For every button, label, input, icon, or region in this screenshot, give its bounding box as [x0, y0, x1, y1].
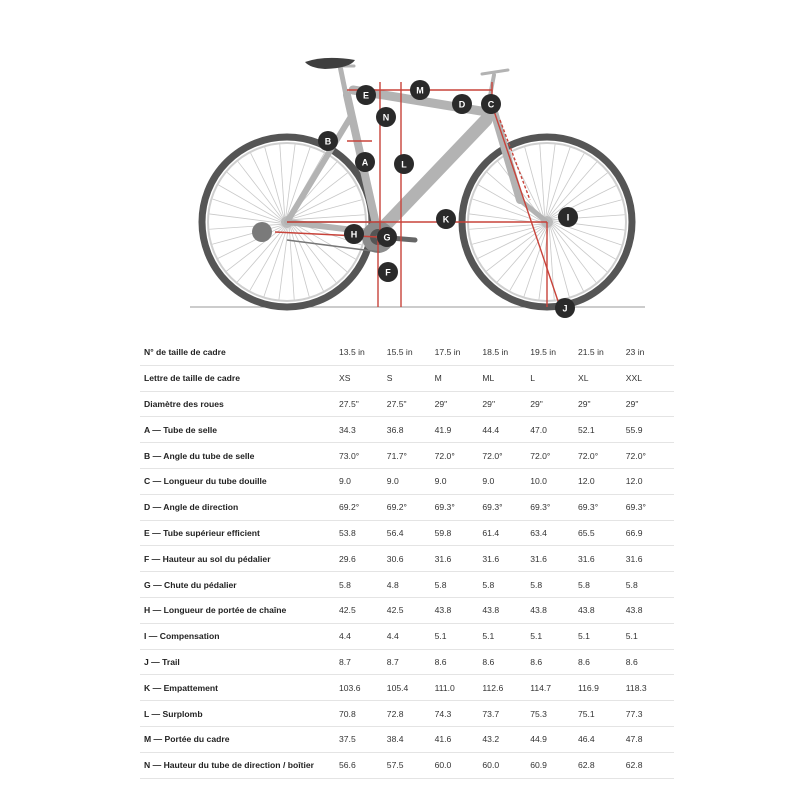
table-row [140, 752, 674, 778]
letter-badge-b [318, 131, 338, 151]
table-cell: 9.0 [387, 468, 435, 494]
table-cell: 4.8 [387, 572, 435, 598]
table-cell: 15.5 in [387, 340, 435, 365]
table-cell: 37.5 [339, 726, 387, 752]
table-cell: 57.5 [387, 752, 435, 778]
row-label: B — Angle du tube de selle [140, 443, 339, 469]
table-cell: 105.4 [387, 675, 435, 701]
table-cell: 60.0 [435, 752, 483, 778]
letter-badge-d [452, 94, 472, 114]
table-cell: 69.3° [435, 494, 483, 520]
table-cell: 31.6 [578, 546, 626, 572]
svg-text:B: B [324, 136, 332, 147]
table-cell: 66.9 [626, 520, 674, 546]
table-cell: 114.7 [530, 675, 578, 701]
table-cell: 63.4 [530, 520, 578, 546]
table-cell: 41.9 [435, 417, 483, 443]
table-cell: 8.6 [626, 649, 674, 675]
row-label: L — Surplomb [140, 701, 339, 727]
table-row [140, 468, 674, 494]
table-cell: 52.1 [578, 417, 626, 443]
letter-badge-n [376, 107, 396, 127]
table-cell: 38.4 [387, 726, 435, 752]
table-cell: 8.7 [339, 649, 387, 675]
table-cell: 73.0° [339, 443, 387, 469]
svg-text:J: J [562, 303, 568, 314]
letter-badge-i [558, 207, 578, 227]
table-cell: 72.0° [482, 443, 530, 469]
table-row [140, 340, 674, 365]
table-cell: 69.3° [530, 494, 578, 520]
table-cell: 69.3° [626, 494, 674, 520]
table-cell: 27.5" [387, 391, 435, 417]
bike-illustration [110, 0, 690, 330]
svg-text:F: F [385, 267, 391, 278]
table-cell: 8.7 [387, 649, 435, 675]
table-cell: 8.6 [578, 649, 626, 675]
table-cell: 60.9 [530, 752, 578, 778]
table-row [140, 597, 674, 623]
table-cell: 10.0 [530, 468, 578, 494]
table-cell: 41.6 [435, 726, 483, 752]
table-cell: 69.3° [482, 494, 530, 520]
row-label: N — Hauteur du tube de direction / boîtier [140, 752, 339, 778]
table-cell: 29" [626, 391, 674, 417]
table-cell: S [387, 365, 435, 391]
table-cell: L [530, 365, 578, 391]
table-cell: 65.5 [578, 520, 626, 546]
table-cell: 77.3 [626, 701, 674, 727]
table-cell: 111.0 [435, 675, 483, 701]
letter-badge-k [436, 209, 456, 229]
row-label: K — Empattement [140, 675, 339, 701]
table-row [140, 494, 674, 520]
letter-badge-c [481, 94, 501, 114]
table-cell: M [435, 365, 483, 391]
table-cell: 118.3 [626, 675, 674, 701]
svg-text:H: H [350, 229, 358, 240]
row-label: I — Compensation [140, 623, 339, 649]
table-cell: 5.8 [482, 572, 530, 598]
svg-text:G: G [383, 232, 391, 243]
row-label: G — Chute du pédalier [140, 572, 339, 598]
table-cell: 29" [482, 391, 530, 417]
table-cell: 61.4 [482, 520, 530, 546]
table-cell: 73.7 [482, 701, 530, 727]
row-label: Diamètre des roues [140, 391, 339, 417]
table-cell: XS [339, 365, 387, 391]
table-cell: 62.8 [626, 752, 674, 778]
row-label: M — Portée du cadre [140, 726, 339, 752]
table-row [140, 701, 674, 727]
table-row [140, 520, 674, 546]
table-cell: 72.0° [530, 443, 578, 469]
table-row [140, 365, 674, 391]
table-row [140, 675, 674, 701]
geometry-table-body [140, 340, 674, 778]
table-cell: 70.8 [339, 701, 387, 727]
table-cell: 29.6 [339, 546, 387, 572]
table-cell: 72.8 [387, 701, 435, 727]
table-cell: 43.8 [482, 597, 530, 623]
table-cell: 5.1 [578, 623, 626, 649]
svg-text:L: L [401, 159, 407, 170]
table-cell: 103.6 [339, 675, 387, 701]
svg-text:E: E [362, 90, 370, 101]
table-cell: 19.5 in [530, 340, 578, 365]
table-cell: 31.6 [435, 546, 483, 572]
table-cell: 9.0 [435, 468, 483, 494]
table-cell: 29" [578, 391, 626, 417]
table-row [140, 443, 674, 469]
bike-geometry-diagram [110, 0, 690, 330]
table-cell: 21.5 in [578, 340, 626, 365]
table-cell: 5.1 [626, 623, 674, 649]
svg-text:A: A [361, 157, 369, 168]
svg-text:M: M [416, 85, 424, 96]
table-cell: 12.0 [626, 468, 674, 494]
table-cell: 43.2 [482, 726, 530, 752]
table-cell: 18.5 in [482, 340, 530, 365]
svg-text:D: D [458, 99, 466, 110]
letter-badge-a [355, 152, 375, 172]
geometry-table [140, 340, 674, 779]
table-cell: 42.5 [339, 597, 387, 623]
table-cell: 44.9 [530, 726, 578, 752]
table-row [140, 417, 674, 443]
table-row [140, 623, 674, 649]
table-cell: 69.2° [339, 494, 387, 520]
letter-badge-g [377, 227, 397, 247]
table-cell: 74.3 [435, 701, 483, 727]
row-label: Lettre de taille de cadre [140, 365, 339, 391]
table-cell: 60.0 [482, 752, 530, 778]
letter-badge-f [378, 262, 398, 282]
table-cell: 5.8 [626, 572, 674, 598]
letter-badge-h [344, 224, 364, 244]
table-cell: 23 in [626, 340, 674, 365]
svg-text:K: K [442, 214, 450, 225]
table-cell: XXL [626, 365, 674, 391]
table-cell: 34.3 [339, 417, 387, 443]
table-cell: 112.6 [482, 675, 530, 701]
table-cell: 62.8 [578, 752, 626, 778]
table-cell: 69.3° [578, 494, 626, 520]
row-label: E — Tube supérieur efficient [140, 520, 339, 546]
table-cell: 9.0 [339, 468, 387, 494]
table-cell: 72.0° [626, 443, 674, 469]
table-cell: 75.1 [578, 701, 626, 727]
table-cell: 8.6 [435, 649, 483, 675]
table-row [140, 726, 674, 752]
table-cell: 43.8 [626, 597, 674, 623]
table-cell: 5.8 [339, 572, 387, 598]
table-row [140, 391, 674, 417]
table-cell: 5.1 [482, 623, 530, 649]
table-cell: 5.8 [435, 572, 483, 598]
row-label: D — Angle de direction [140, 494, 339, 520]
table-cell: 31.6 [530, 546, 578, 572]
table-cell: 36.8 [387, 417, 435, 443]
table-cell: 8.6 [482, 649, 530, 675]
table-cell: 47.8 [626, 726, 674, 752]
table-cell: 43.8 [530, 597, 578, 623]
row-label: C — Longueur du tube douille [140, 468, 339, 494]
letter-badge-j [555, 298, 575, 318]
table-cell: 56.4 [387, 520, 435, 546]
row-label: J — Trail [140, 649, 339, 675]
table-cell: 59.8 [435, 520, 483, 546]
table-cell: 44.4 [482, 417, 530, 443]
table-cell: 43.8 [435, 597, 483, 623]
table-cell: 55.9 [626, 417, 674, 443]
table-cell: 5.1 [435, 623, 483, 649]
table-cell: 30.6 [387, 546, 435, 572]
table-cell: 5.1 [530, 623, 578, 649]
table-cell: 8.6 [530, 649, 578, 675]
table-cell: 5.8 [530, 572, 578, 598]
table-cell: 12.0 [578, 468, 626, 494]
table-cell: 72.0° [435, 443, 483, 469]
table-cell: 47.0 [530, 417, 578, 443]
table-cell: 5.8 [578, 572, 626, 598]
table-cell: 31.6 [626, 546, 674, 572]
table-cell: 31.6 [482, 546, 530, 572]
table-cell: 43.8 [578, 597, 626, 623]
table-cell: 56.6 [339, 752, 387, 778]
letter-badge-l [394, 154, 414, 174]
svg-text:I: I [566, 212, 570, 223]
table-cell: 46.4 [578, 726, 626, 752]
table-row [140, 649, 674, 675]
table-cell: 116.9 [578, 675, 626, 701]
table-row [140, 546, 674, 572]
table-cell: 13.5 in [339, 340, 387, 365]
svg-text:C: C [487, 99, 495, 110]
table-cell: 72.0° [578, 443, 626, 469]
table-cell: 75.3 [530, 701, 578, 727]
letter-badge-e [356, 85, 376, 105]
row-label: F — Hauteur au sol du pédalier [140, 546, 339, 572]
table-cell: 42.5 [387, 597, 435, 623]
table-cell: 9.0 [482, 468, 530, 494]
row-label: A — Tube de selle [140, 417, 339, 443]
row-label: N° de taille de cadre [140, 340, 339, 365]
table-cell: 4.4 [339, 623, 387, 649]
row-label: H — Longueur de portée de chaîne [140, 597, 339, 623]
table-cell: XL [578, 365, 626, 391]
table-cell: 69.2° [387, 494, 435, 520]
table-cell: 53.8 [339, 520, 387, 546]
table-cell: 4.4 [387, 623, 435, 649]
table-cell: ML [482, 365, 530, 391]
table-cell: 29" [530, 391, 578, 417]
table-cell: 17.5 in [435, 340, 483, 365]
table-cell: 71.7° [387, 443, 435, 469]
table-row [140, 572, 674, 598]
svg-text:N: N [382, 112, 390, 123]
table-cell: 29" [435, 391, 483, 417]
table-cell: 27.5" [339, 391, 387, 417]
letter-badge-m [410, 80, 430, 100]
